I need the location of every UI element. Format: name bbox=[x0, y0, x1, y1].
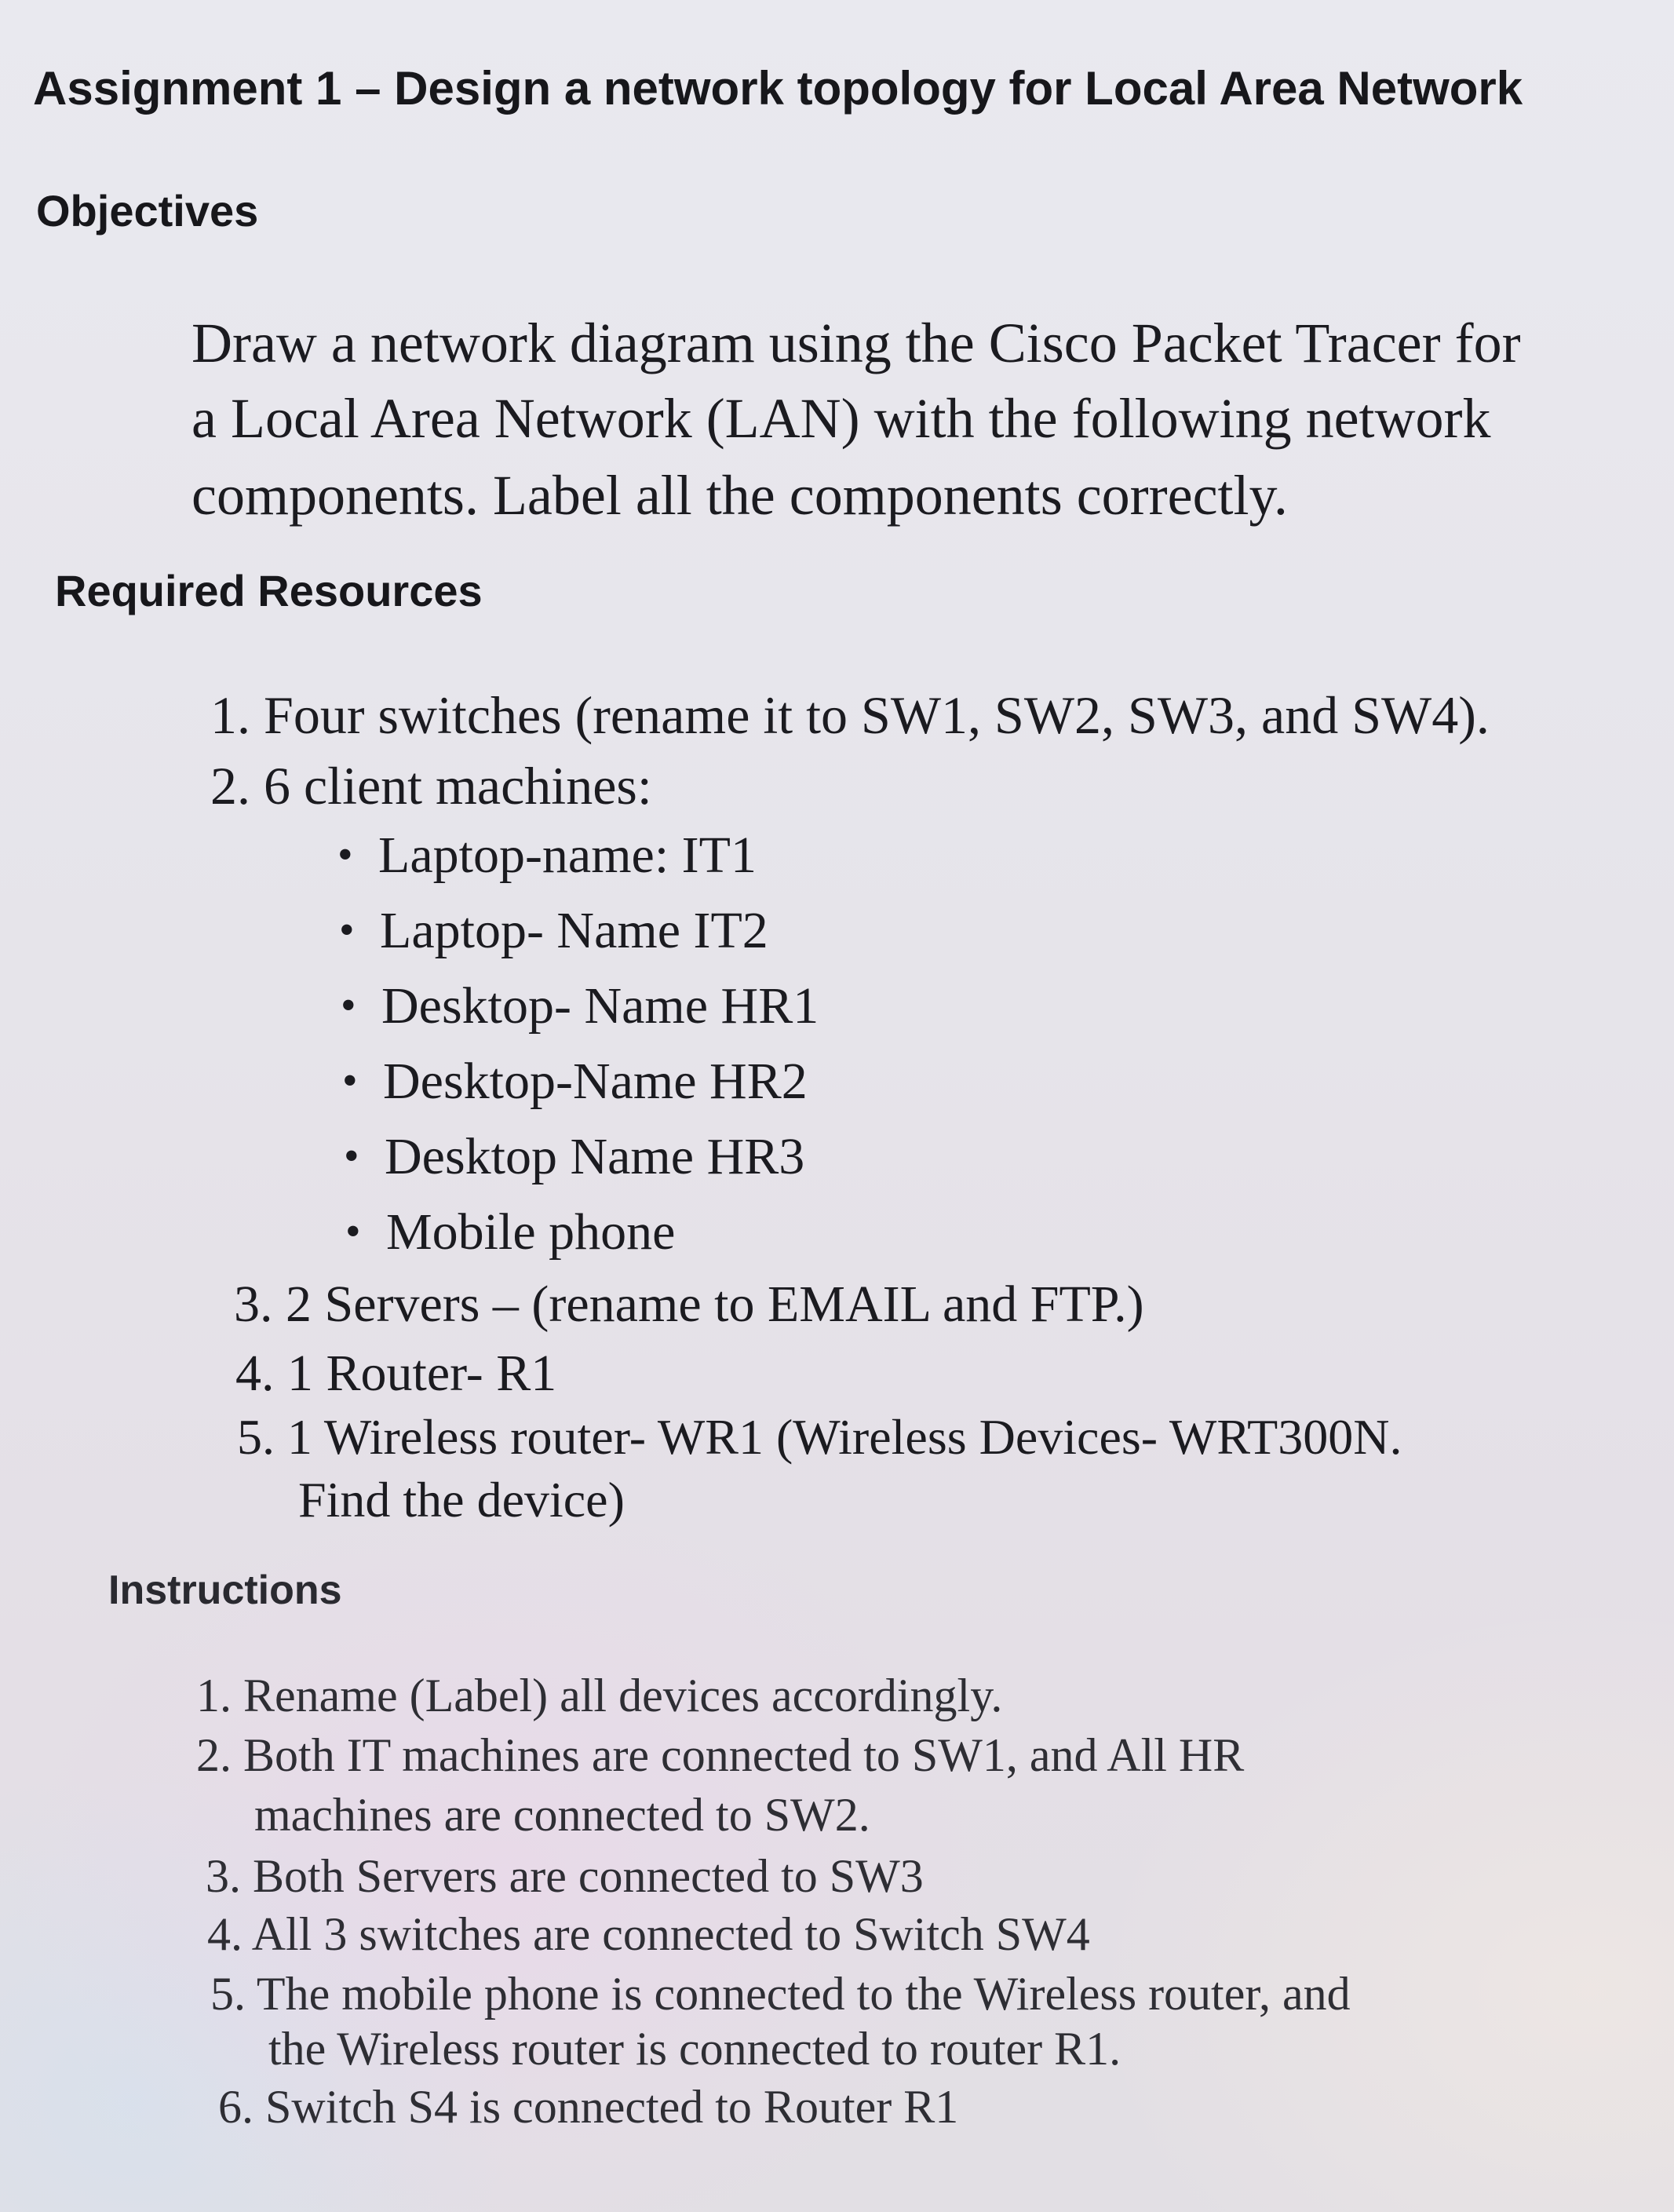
bullet-icon: • bbox=[345, 1207, 361, 1256]
list-item bbox=[344, 1127, 804, 1187]
instruction-item: 3. Both Servers are connected to SW3 bbox=[206, 1850, 924, 1902]
list-item bbox=[339, 901, 768, 961]
objectives-line: a Local Area Network (LAN) with the following network bbox=[191, 387, 1491, 450]
instruction-item: 4. All 3 switches are connected to Switch SW4 bbox=[207, 1908, 1090, 1960]
bullet-icon: • bbox=[339, 906, 355, 955]
bullet-icon: • bbox=[337, 830, 353, 879]
bullet-icon: • bbox=[344, 1132, 359, 1181]
objectives-heading: Objectives bbox=[36, 186, 259, 235]
list-item bbox=[337, 826, 757, 885]
list-item bbox=[345, 1203, 675, 1262]
required-resources-heading: Required Resources bbox=[55, 566, 483, 615]
resource-item-router: 4. 1 Router- R1 bbox=[235, 1345, 557, 1402]
instructions-heading: Instructions bbox=[108, 1568, 342, 1613]
instruction-item-cont: the Wireless router is connected to router R1. bbox=[268, 2023, 1121, 2075]
client-laptop-it1: Laptop-name: IT1 bbox=[378, 827, 757, 884]
list-item bbox=[341, 976, 819, 1036]
resource-item-wireless-router: 5. 1 Wireless router- WR1 (Wireless Devices- WRT300N. bbox=[237, 1409, 1402, 1465]
assignment-title: Assignment 1 – Design a network topology for Local Area Network bbox=[33, 62, 1523, 115]
instruction-item-cont: machines are connected to SW2. bbox=[254, 1789, 870, 1841]
resource-item-servers: 3. 2 Servers – (rename to EMAIL and FTP.) bbox=[234, 1276, 1144, 1333]
resource-item-clients: 2. 6 client machines: bbox=[210, 756, 652, 816]
client-desktop-hr3: Desktop Name HR3 bbox=[385, 1128, 805, 1185]
instruction-item: 5. The mobile phone is connected to the Wireless router, and bbox=[210, 1968, 1351, 2020]
resource-item-switches: 1. Four switches (rename it to SW1, SW2, SW3, and SW4). bbox=[210, 685, 1490, 745]
instruction-item: 6. Switch S4 is connected to Router R1 bbox=[218, 2081, 959, 2133]
bullet-icon: • bbox=[342, 1057, 358, 1105]
instruction-item: 1. Rename (Label) all devices accordingly. bbox=[196, 1670, 1003, 1721]
objectives-line: components. Label all the components correctly. bbox=[191, 464, 1288, 527]
client-desktop-hr2: Desktop-Name HR2 bbox=[383, 1053, 808, 1110]
resource-item-wireless-router-cont: Find the device) bbox=[298, 1472, 625, 1528]
client-desktop-hr1: Desktop- Name HR1 bbox=[381, 977, 819, 1035]
list-item bbox=[342, 1052, 808, 1111]
bullet-icon: • bbox=[341, 981, 356, 1030]
client-mobile-phone: Mobile phone bbox=[386, 1203, 676, 1261]
objectives-line: Draw a network diagram using the Cisco Packet Tracer for bbox=[191, 312, 1521, 374]
instruction-item: 2. Both IT machines are connected to SW1, and All HR bbox=[196, 1729, 1245, 1781]
client-laptop-it2: Laptop- Name IT2 bbox=[380, 902, 768, 959]
